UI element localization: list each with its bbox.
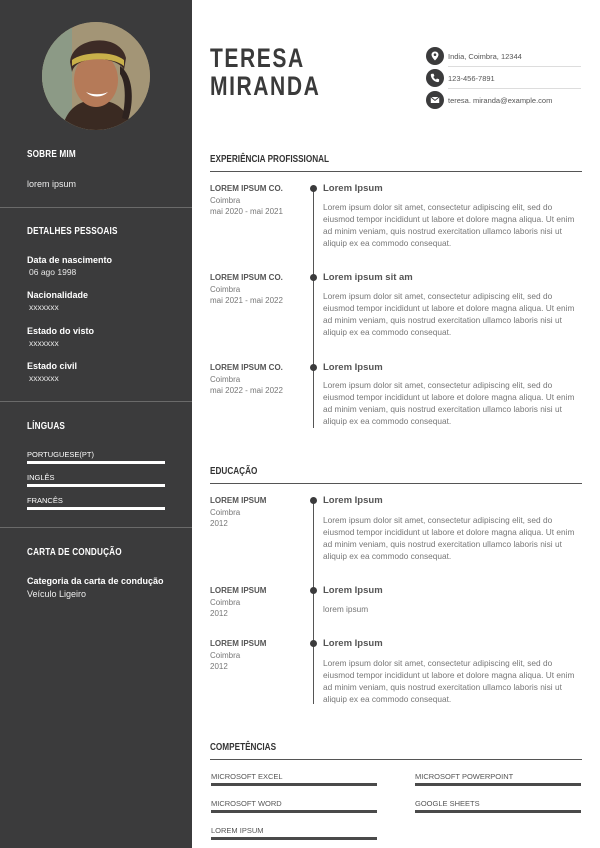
birthdate-value: 06 ago 1998 <box>29 267 77 277</box>
languages-heading: LÍNGUAS <box>27 421 66 432</box>
visa-status-label: Estado do visto <box>27 326 95 336</box>
experience-heading: EXPERIÊNCIA PROFISSIONAL <box>210 154 330 165</box>
education-city: Coimbra <box>210 651 241 660</box>
experience-org: LOREM IPSUM CO. <box>210 363 283 372</box>
experience-timeline <box>313 188 314 428</box>
experience-org: LOREM IPSUM CO. <box>210 184 283 193</box>
sidebar <box>0 0 192 848</box>
experience-title: Lorem ipsum sit am <box>323 272 413 283</box>
section-divider <box>210 759 582 760</box>
education-city: Coimbra <box>210 598 241 607</box>
skill-name: MICROSOFT WORD <box>211 799 282 808</box>
education-org: LOREM IPSUM <box>210 496 267 505</box>
about-heading: SOBRE MIM <box>27 149 76 160</box>
language-name: PORTUGUESE(PT) <box>27 450 94 459</box>
first-name: TERESA <box>210 43 305 73</box>
timeline-dot <box>310 497 317 504</box>
skill-level-bar <box>211 810 377 813</box>
personal-details-heading: DETALHES PESSOAIS <box>27 226 118 237</box>
skill-name: MICROSOFT EXCEL <box>211 772 283 781</box>
email-icon <box>426 91 444 109</box>
education-year: 2012 <box>210 519 228 528</box>
education-heading: EDUCAÇÃO <box>210 466 258 477</box>
phone-icon <box>426 69 444 87</box>
education-org: LOREM IPSUM <box>210 586 267 595</box>
experience-city: Coimbra <box>210 285 241 294</box>
phone-text: 123-456-7891 <box>448 74 495 83</box>
experience-dates: mai 2020 - mai 2021 <box>210 207 283 216</box>
profile-photo <box>42 22 150 130</box>
experience-dates: mai 2021 - mai 2022 <box>210 296 283 305</box>
birthdate-label: Data de nascimento <box>27 255 113 265</box>
language-name: INGLÊS <box>27 473 55 482</box>
license-category-value: Veículo Ligeiro <box>27 589 87 599</box>
experience-title: Lorem Ipsum <box>323 183 383 194</box>
visa-status-value: xxxxxxx <box>29 338 59 348</box>
skill-name: LOREM IPSUM <box>211 826 264 835</box>
education-timeline <box>313 500 314 704</box>
language-level-bar <box>27 484 165 487</box>
education-title: Lorem Ipsum <box>323 585 383 596</box>
divider <box>0 207 192 208</box>
location-icon <box>426 47 444 65</box>
nationality-label: Nacionalidade <box>27 290 89 300</box>
education-title: Lorem Ipsum <box>323 495 383 506</box>
skill-level-bar <box>415 810 581 813</box>
license-heading: CARTA DE CONDUÇÃO <box>27 547 122 558</box>
experience-description: Lorem ipsum dolor sit amet, consectetur adipiscing elit, sed do eiusmod tempor incididunt ut labore et dolore magna aliqua. Ut enim ad minim veniam, quis nostrud exercitation ullamco laboris nisi ut aliquip ex ea commodo consequat. <box>323 380 575 426</box>
education-title: Lorem Ipsum <box>323 638 383 649</box>
experience-city: Coimbra <box>210 375 241 384</box>
language-level-bar <box>27 507 165 510</box>
marital-status-value: xxxxxxx <box>29 373 59 383</box>
experience-city: Coimbra <box>210 196 241 205</box>
skill-name: MICROSOFT POWERPOINT <box>415 772 514 781</box>
education-org: LOREM IPSUM <box>210 639 267 648</box>
timeline-dot <box>310 364 317 371</box>
experience-org: LOREM IPSUM CO. <box>210 273 283 282</box>
language-level-bar <box>27 461 165 464</box>
nationality-value: xxxxxxx <box>29 302 59 312</box>
experience-description: Lorem ipsum dolor sit amet, consectetur adipiscing elit, sed do eiusmod tempor incididunt ut labore et dolore magna aliqua. Ut enim ad minim veniam, quis nostrud exercitation ullamco laboris nisi ut aliquip ex ea commodo consequat. <box>323 291 575 337</box>
skill-level-bar <box>415 783 581 786</box>
language-name: FRANCÊS <box>27 496 63 505</box>
section-divider <box>210 483 582 484</box>
education-year: 2012 <box>210 662 228 671</box>
skill-name: GOOGLE SHEETS <box>415 799 480 808</box>
divider <box>0 401 192 402</box>
experience-dates: mai 2022 - mai 2022 <box>210 386 283 395</box>
timeline-dot <box>310 185 317 192</box>
last-name: MIRANDA <box>210 71 321 101</box>
skill-level-bar <box>211 837 377 840</box>
marital-status-label: Estado civil <box>27 361 78 371</box>
experience-description: Lorem ipsum dolor sit amet, consectetur adipiscing elit, sed do eiusmod tempor incididunt ut labore et dolore magna aliqua. Ut enim ad minim veniam, quis nostrud exercitation ullamco laboris nisi ut aliquip ex ea commodo consequat. <box>323 202 575 248</box>
education-description: Lorem ipsum dolor sit amet, consectetur adipiscing elit, sed do eiusmod tempor incididunt ut labore et dolore magna aliqua. Ut enim ad minim veniam, quis nostrud exercitation ullamco laboris nisi ut aliquip ex ea commodo consequat. <box>323 515 575 561</box>
skill-level-bar <box>211 783 377 786</box>
skills-heading: COMPETÊNCIAS <box>210 742 277 753</box>
email-text[interactable]: teresa. miranda@example.com <box>448 96 553 105</box>
timeline-dot <box>310 274 317 281</box>
license-category-label: Categoria da carta de condução <box>27 576 164 586</box>
address-text: India, Coimbra, 12344 <box>448 52 522 61</box>
about-text: lorem ipsum <box>27 179 77 189</box>
education-year: 2012 <box>210 609 228 618</box>
divider <box>448 88 581 89</box>
timeline-dot <box>310 640 317 647</box>
education-description: lorem ipsum <box>323 604 369 614</box>
experience-title: Lorem Ipsum <box>323 362 383 373</box>
divider <box>448 66 581 67</box>
education-description: Lorem ipsum dolor sit amet, consectetur adipiscing elit, sed do eiusmod tempor incididunt ut labore et dolore magna aliqua. Ut enim ad minim veniam, quis nostrud exercitation ullamco laboris nisi ut aliquip ex ea commodo consequat. <box>323 658 575 704</box>
education-city: Coimbra <box>210 508 241 517</box>
timeline-dot <box>310 587 317 594</box>
section-divider <box>210 171 582 172</box>
divider <box>0 527 192 528</box>
